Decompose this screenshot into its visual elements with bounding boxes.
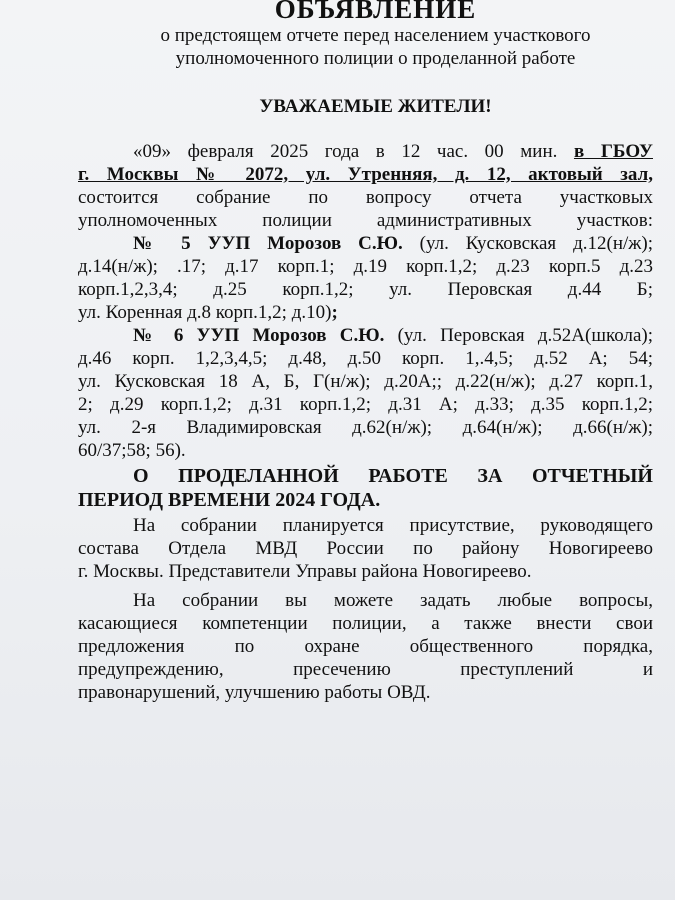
uup5-paragraph	[78, 232, 653, 324]
uup6-paragraph	[78, 324, 653, 462]
uup5-line: корп.1,2,3,4; д.25 корп.1,2; ул. Перовская д.44 Б;	[78, 279, 653, 300]
intro-line: уполномоченных полиции административных участков:	[78, 210, 653, 231]
intro-line: состоится собрание по вопросу отчета участковых	[78, 187, 653, 208]
uup6-addresses: (ул. Перовская д.52А(школа);	[397, 325, 654, 346]
notice-subtitle	[78, 24, 653, 70]
presence-paragraph	[78, 514, 653, 583]
uup6-officer: № 6 УУП Морозов С.Ю.	[133, 325, 398, 346]
uup5-addresses: ул. Коренная д.8 корп.1,2; д.10)	[78, 302, 332, 323]
uup5-line: д.14(н/ж); .17; д.17 корп.1; д.19 корп.1,2; д.23 корп.5 д.23	[78, 256, 653, 277]
subtitle-line: уполномоченного полиции о проделанной работе	[175, 48, 576, 69]
questions-line: предложения по охране общественного порядка,	[78, 636, 653, 657]
uup6-line: 60/37;58; 56).	[78, 440, 186, 461]
uup6-line: ул. 2-я Владимировская д.62(н/ж); д.64(н/ж); д.66(н/ж);	[78, 417, 653, 438]
notice-title: ОБЪЯВЛЕНИЕ	[274, 0, 477, 24]
report-heading-line: ПЕРИОД ВРЕМЕНИ 2024 ГОДА.	[78, 489, 381, 511]
intro-paragraph	[78, 140, 653, 232]
uup5-line	[78, 301, 653, 324]
meeting-venue: в ГБОУ	[573, 141, 653, 162]
presence-line: На собрании планируется присутствие, руководящего	[133, 515, 653, 536]
questions-line: предупреждению, пресечению преступлений и	[78, 659, 653, 680]
uup6-line: ул. Кусковская 18 А, Б, Г(н/ж); д.20А;; д.22(н/ж); д.27 корп.1,	[78, 371, 653, 392]
uup5-end: ;	[331, 302, 338, 323]
subtitle-line: о предстоящем отчете перед населением участкового	[160, 25, 591, 46]
questions-line: касающиеся компетенции полиции, а также внести свои	[78, 613, 653, 634]
questions-line: На собрании вы можете задать любые вопросы,	[133, 590, 653, 611]
presence-line: состава Отдела МВД России по району Новогиреево	[78, 538, 653, 559]
uup6-line	[78, 324, 653, 347]
uup5-addresses: (ул. Кусковская д.12(н/ж);	[419, 233, 653, 254]
meeting-datetime: «09» февраля 2025 года в 12 час. 00 мин.	[133, 141, 574, 162]
report-heading	[78, 464, 653, 512]
uup6-line: 2; д.29 корп.1,2; д.31 корп.1,2; д.31 А; д.33; д.35 корп.1,2;	[78, 394, 653, 415]
presence-line: г. Москвы. Представители Управы района Новогиреево.	[78, 561, 532, 582]
questions-line: правонарушений, улучшению работы ОВД.	[78, 682, 431, 703]
greeting-heading: УВАЖАЕМЫЕ ЖИТЕЛИ!	[259, 96, 492, 117]
uup5-officer: № 5 УУП Морозов С.Ю.	[133, 233, 420, 254]
report-heading-line: О ПРОДЕЛАННОЙ РАБОТЕ ЗА ОТЧЕТНЫЙ	[133, 465, 653, 487]
intro-line	[78, 140, 653, 163]
meeting-venue-address: г. Москвы № 2072, ул. Утренняя, д. 12, актовый зал,	[78, 164, 653, 185]
uup5-line	[78, 232, 653, 255]
uup6-line: д.46 корп. 1,2,3,4,5; д.48, д.50 корп. 1,.4,5; д.52 А; 54;	[78, 348, 653, 369]
questions-paragraph	[78, 589, 653, 704]
